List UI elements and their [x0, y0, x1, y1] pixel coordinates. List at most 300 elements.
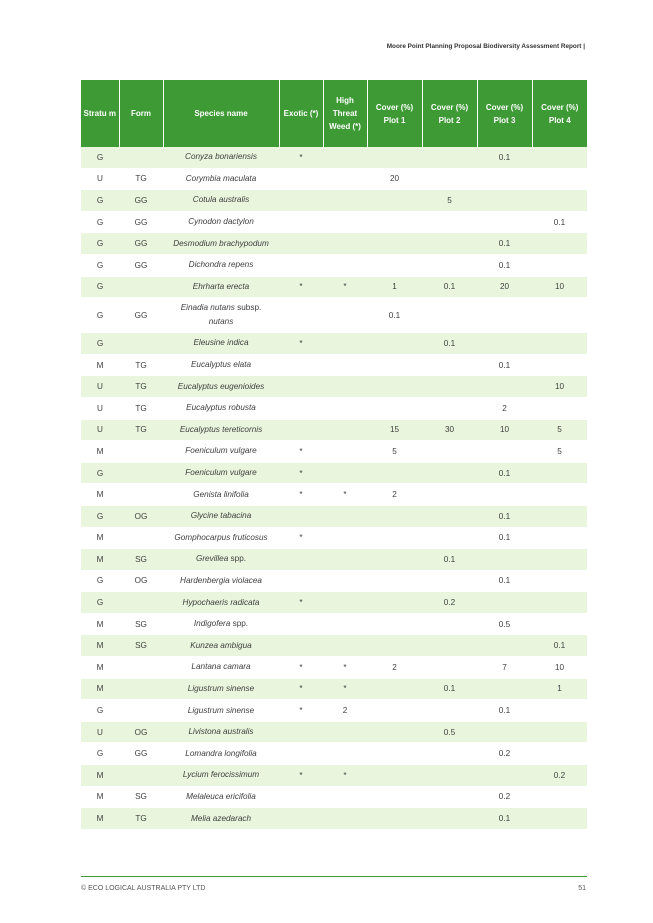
cell-p3 [477, 678, 532, 700]
cell-p4 [532, 700, 587, 722]
table-row [81, 765, 587, 787]
species-name: Eleusine indica [163, 333, 279, 355]
cell-exotic: * [279, 527, 323, 549]
cell-form [119, 678, 163, 700]
cell-form: SG [119, 613, 163, 635]
species-name: Hardenbergia violacea [163, 570, 279, 592]
cell-stratum: M [81, 441, 119, 463]
cell-p1 [367, 613, 422, 635]
species-name: Cotula australis [163, 190, 279, 212]
cell-exotic [279, 211, 323, 233]
cell-p2 [422, 505, 477, 527]
table-row [81, 298, 587, 333]
cell-p3 [477, 549, 532, 571]
cell-p1: 2 [367, 484, 422, 506]
cell-p4 [532, 786, 587, 808]
cell-p2 [422, 441, 477, 463]
cell-p3: 20 [477, 276, 532, 298]
cell-p1 [367, 721, 422, 743]
cell-form: GG [119, 190, 163, 212]
cell-p4 [532, 592, 587, 614]
cell-htw [323, 743, 367, 765]
species-name: Gomphocarpus fruticosus [163, 527, 279, 549]
cell-stratum: M [81, 613, 119, 635]
cell-p2 [422, 700, 477, 722]
table-row [81, 397, 587, 419]
table-row [81, 276, 587, 298]
species-name: Hypochaeris radicata [163, 592, 279, 614]
cell-p2 [422, 397, 477, 419]
cell-form: TG [119, 808, 163, 830]
table-row [81, 635, 587, 657]
species-name: Ehrharta erecta [163, 276, 279, 298]
cell-form: TG [119, 419, 163, 441]
cell-p1 [367, 147, 422, 168]
cell-htw: * [323, 484, 367, 506]
species-name: Desmodium brachypodum [163, 233, 279, 255]
cell-stratum: U [81, 168, 119, 190]
cell-p2 [422, 743, 477, 765]
cell-form: SG [119, 786, 163, 808]
species-table [81, 80, 587, 830]
cell-exotic [279, 168, 323, 190]
species-name: Livistona australis [163, 721, 279, 743]
cell-p1: 15 [367, 419, 422, 441]
cell-htw: 2 [323, 700, 367, 722]
species-name: Corymbia maculata [163, 168, 279, 190]
species-name: Glycine tabacina [163, 505, 279, 527]
cell-p4 [532, 505, 587, 527]
cell-p3: 0.1 [477, 147, 532, 168]
column-header: Cover (%) Plot 2 [422, 80, 477, 147]
cell-p1: 20 [367, 168, 422, 190]
cell-exotic: * [279, 333, 323, 355]
cell-p2 [422, 376, 477, 398]
cell-stratum: M [81, 354, 119, 376]
cell-p2 [422, 657, 477, 679]
table-row [81, 190, 587, 212]
cell-p2 [422, 527, 477, 549]
cell-form: TG [119, 168, 163, 190]
cell-form: GG [119, 233, 163, 255]
cell-p3: 0.1 [477, 808, 532, 830]
cell-p3 [477, 592, 532, 614]
species-name: Eucalyptus elata [163, 354, 279, 376]
column-header: Cover (%) Plot 1 [367, 80, 422, 147]
cell-p2: 0.1 [422, 276, 477, 298]
table-row [81, 333, 587, 355]
cell-p3 [477, 484, 532, 506]
cell-htw [323, 613, 367, 635]
cell-stratum: M [81, 549, 119, 571]
species-name: Grevillea spp. [163, 549, 279, 571]
column-header: High Threat Weed (*) [323, 80, 367, 147]
cell-p2: 5 [422, 190, 477, 212]
table-row [81, 786, 587, 808]
cell-p1 [367, 549, 422, 571]
cell-p3 [477, 441, 532, 463]
table-row [81, 592, 587, 614]
cell-form [119, 592, 163, 614]
cell-p1 [367, 765, 422, 787]
species-name: Melaleuca ericifolia [163, 786, 279, 808]
cell-form: OG [119, 721, 163, 743]
cell-stratum: G [81, 700, 119, 722]
cell-p2: 0.2 [422, 592, 477, 614]
cell-stratum: G [81, 254, 119, 276]
cell-htw [323, 462, 367, 484]
cell-p1 [367, 190, 422, 212]
cell-form [119, 527, 163, 549]
cell-p4: 0.2 [532, 765, 587, 787]
cell-p1 [367, 462, 422, 484]
cell-p4 [532, 743, 587, 765]
species-name: Dichondra repens [163, 254, 279, 276]
cell-p3: 0.1 [477, 700, 532, 722]
cell-p2 [422, 211, 477, 233]
table-row [81, 419, 587, 441]
cell-exotic [279, 233, 323, 255]
cell-p4 [532, 147, 587, 168]
table-row [81, 254, 587, 276]
cell-form [119, 657, 163, 679]
cell-p1 [367, 376, 422, 398]
cell-exotic [279, 505, 323, 527]
cell-p3 [477, 298, 532, 333]
cell-exotic: * [279, 276, 323, 298]
cell-p1 [367, 527, 422, 549]
cell-p3 [477, 333, 532, 355]
cell-p4 [532, 190, 587, 212]
species-name: Lomandra longifolia [163, 743, 279, 765]
species-name: Ligustrum sinense [163, 678, 279, 700]
table-row [81, 549, 587, 571]
page-number: 51 [578, 885, 586, 892]
cell-exotic [279, 549, 323, 571]
cell-stratum: G [81, 743, 119, 765]
cell-stratum: G [81, 233, 119, 255]
cell-htw [323, 419, 367, 441]
cell-p3 [477, 635, 532, 657]
cell-htw [323, 527, 367, 549]
cell-htw: * [323, 678, 367, 700]
cell-form [119, 462, 163, 484]
cell-htw [323, 786, 367, 808]
species-name: Ligustrum sinense [163, 700, 279, 722]
cell-p2: 0.1 [422, 678, 477, 700]
cell-p1 [367, 211, 422, 233]
species-name: Foeniculum vulgare [163, 462, 279, 484]
cell-htw [323, 376, 367, 398]
cell-p4 [532, 721, 587, 743]
cell-p2 [422, 484, 477, 506]
table-row [81, 721, 587, 743]
cell-form: OG [119, 570, 163, 592]
cell-p1: 5 [367, 441, 422, 463]
cell-stratum: M [81, 765, 119, 787]
cell-p1: 0.1 [367, 298, 422, 333]
table-row [81, 441, 587, 463]
table-header-row [81, 80, 587, 147]
cell-p2 [422, 786, 477, 808]
cell-exotic [279, 721, 323, 743]
cell-form: SG [119, 635, 163, 657]
cell-p3: 10 [477, 419, 532, 441]
cell-stratum: M [81, 808, 119, 830]
cell-form: OG [119, 505, 163, 527]
cell-exotic [279, 419, 323, 441]
cell-stratum: G [81, 570, 119, 592]
cell-exotic [279, 635, 323, 657]
cell-p4 [532, 168, 587, 190]
table-row [81, 484, 587, 506]
cell-htw [323, 233, 367, 255]
cell-p3: 0.2 [477, 743, 532, 765]
cell-p1 [367, 743, 422, 765]
cell-p3: 0.1 [477, 254, 532, 276]
footer-company: © ECO LOGICAL AUSTRALIA PTY LTD [81, 885, 206, 892]
cell-p3: 2 [477, 397, 532, 419]
cell-p3: 0.5 [477, 613, 532, 635]
cell-stratum: M [81, 484, 119, 506]
table-row [81, 233, 587, 255]
species-name: Conyza bonariensis [163, 147, 279, 168]
cell-p4 [532, 613, 587, 635]
cell-p4 [532, 570, 587, 592]
cell-stratum: M [81, 527, 119, 549]
species-name: Cynodon dactylon [163, 211, 279, 233]
cell-p3 [477, 765, 532, 787]
cell-p2 [422, 613, 477, 635]
footer-divider [81, 876, 587, 877]
cell-p2: 30 [422, 419, 477, 441]
column-header: Cover (%) Plot 3 [477, 80, 532, 147]
cell-form [119, 333, 163, 355]
cell-htw [323, 298, 367, 333]
cell-p1: 2 [367, 657, 422, 679]
cell-htw [323, 635, 367, 657]
cell-htw [323, 721, 367, 743]
species-name: Eucalyptus robusta [163, 397, 279, 419]
cell-form: GG [119, 743, 163, 765]
cell-stratum: G [81, 147, 119, 168]
cell-p4 [532, 484, 587, 506]
species-name: Eucalyptus tereticornis [163, 419, 279, 441]
cell-stratum: G [81, 298, 119, 333]
cell-exotic [279, 613, 323, 635]
species-name: Lantana camara [163, 657, 279, 679]
cell-p2 [422, 765, 477, 787]
cell-p2: 0.1 [422, 549, 477, 571]
species-name: Indigofera spp. [163, 613, 279, 635]
cell-p1 [367, 700, 422, 722]
cell-stratum: G [81, 462, 119, 484]
cell-p2 [422, 147, 477, 168]
cell-p2 [422, 635, 477, 657]
cell-p1: 1 [367, 276, 422, 298]
table-row [81, 570, 587, 592]
species-name: Lycium ferocissimum [163, 765, 279, 787]
cell-exotic [279, 786, 323, 808]
cell-form [119, 441, 163, 463]
cell-p4 [532, 254, 587, 276]
cell-htw [323, 397, 367, 419]
cell-exotic: * [279, 462, 323, 484]
cell-p3: 0.1 [477, 505, 532, 527]
cell-exotic [279, 190, 323, 212]
cell-stratum: G [81, 505, 119, 527]
cell-p3: 0.1 [477, 354, 532, 376]
cell-p4: 10 [532, 276, 587, 298]
cell-form: GG [119, 211, 163, 233]
cell-stratum: U [81, 721, 119, 743]
cell-exotic: * [279, 700, 323, 722]
cell-exotic: * [279, 484, 323, 506]
cell-exotic [279, 298, 323, 333]
cell-stratum: G [81, 333, 119, 355]
cell-htw [323, 333, 367, 355]
cell-exotic: * [279, 441, 323, 463]
cell-p2: 0.5 [422, 721, 477, 743]
cell-exotic [279, 354, 323, 376]
table-row [81, 743, 587, 765]
cell-p1 [367, 505, 422, 527]
table-row [81, 657, 587, 679]
cell-stratum: M [81, 635, 119, 657]
cell-p4 [532, 233, 587, 255]
cell-p3: 0.1 [477, 527, 532, 549]
species-name: Genista linifolia [163, 484, 279, 506]
cell-p1 [367, 397, 422, 419]
cell-p4: 5 [532, 441, 587, 463]
cell-exotic: * [279, 147, 323, 168]
column-header: Cover (%) Plot 4 [532, 80, 587, 147]
cell-stratum: U [81, 397, 119, 419]
cell-p4 [532, 462, 587, 484]
cell-p2 [422, 462, 477, 484]
cell-form [119, 765, 163, 787]
cell-form [119, 484, 163, 506]
cell-htw [323, 570, 367, 592]
cell-p2 [422, 570, 477, 592]
cell-exotic: * [279, 678, 323, 700]
cell-form: GG [119, 298, 163, 333]
cell-exotic: * [279, 592, 323, 614]
cell-p1 [367, 678, 422, 700]
column-header: Exotic (*) [279, 80, 323, 147]
table-row [81, 211, 587, 233]
cell-stratum: M [81, 657, 119, 679]
cell-p3 [477, 190, 532, 212]
cell-p1 [367, 254, 422, 276]
cell-form [119, 276, 163, 298]
cell-p3 [477, 211, 532, 233]
species-name: Melia azedarach [163, 808, 279, 830]
cell-exotic [279, 376, 323, 398]
cell-p4 [532, 298, 587, 333]
cell-p4 [532, 549, 587, 571]
cell-form: TG [119, 376, 163, 398]
table-row [81, 147, 587, 168]
cell-htw: * [323, 657, 367, 679]
cell-p4: 10 [532, 657, 587, 679]
cell-htw [323, 211, 367, 233]
cell-p3: 7 [477, 657, 532, 679]
cell-p1 [367, 333, 422, 355]
cell-p4: 1 [532, 678, 587, 700]
cell-p1 [367, 233, 422, 255]
cell-p4 [532, 808, 587, 830]
cell-form [119, 147, 163, 168]
cell-stratum: U [81, 376, 119, 398]
cell-exotic [279, 570, 323, 592]
table-row [81, 613, 587, 635]
cell-htw [323, 505, 367, 527]
table-row [81, 462, 587, 484]
cell-p2 [422, 254, 477, 276]
cell-form [119, 700, 163, 722]
cell-stratum: M [81, 786, 119, 808]
table-row [81, 678, 587, 700]
cell-p3: 0.1 [477, 570, 532, 592]
cell-stratum: M [81, 678, 119, 700]
cell-htw [323, 808, 367, 830]
species-name: Einadia nutans subsp. nutans [163, 298, 279, 333]
cell-form: SG [119, 549, 163, 571]
cell-p1 [367, 635, 422, 657]
table-row [81, 376, 587, 398]
column-header: Stratu m [81, 80, 119, 147]
cell-form: GG [119, 254, 163, 276]
cell-stratum: G [81, 276, 119, 298]
cell-p2 [422, 354, 477, 376]
cell-p2 [422, 168, 477, 190]
cell-exotic [279, 254, 323, 276]
cell-exotic: * [279, 657, 323, 679]
cell-p4 [532, 354, 587, 376]
species-name: Foeniculum vulgare [163, 441, 279, 463]
cell-p1 [367, 808, 422, 830]
cell-p4 [532, 333, 587, 355]
cell-htw [323, 592, 367, 614]
cell-stratum: G [81, 592, 119, 614]
cell-p4: 10 [532, 376, 587, 398]
cell-p2 [422, 233, 477, 255]
report-header: Moore Point Planning Proposal Biodiversity Assessment Report | [386, 43, 585, 50]
cell-p4: 5 [532, 419, 587, 441]
cell-p1 [367, 354, 422, 376]
cell-p4 [532, 397, 587, 419]
cell-exotic [279, 808, 323, 830]
cell-htw [323, 254, 367, 276]
table-row [81, 354, 587, 376]
cell-p3 [477, 721, 532, 743]
cell-p2: 0.1 [422, 333, 477, 355]
column-header: Form [119, 80, 163, 147]
table-row [81, 505, 587, 527]
cell-htw [323, 147, 367, 168]
cell-p3: 0.1 [477, 462, 532, 484]
cell-p4: 0.1 [532, 211, 587, 233]
cell-p1 [367, 592, 422, 614]
cell-htw [323, 168, 367, 190]
cell-exotic: * [279, 765, 323, 787]
cell-p3: 0.1 [477, 233, 532, 255]
cell-p3 [477, 376, 532, 398]
cell-form: TG [119, 397, 163, 419]
species-name: Eucalyptus eugenioides [163, 376, 279, 398]
species-name: Kunzea ambigua [163, 635, 279, 657]
